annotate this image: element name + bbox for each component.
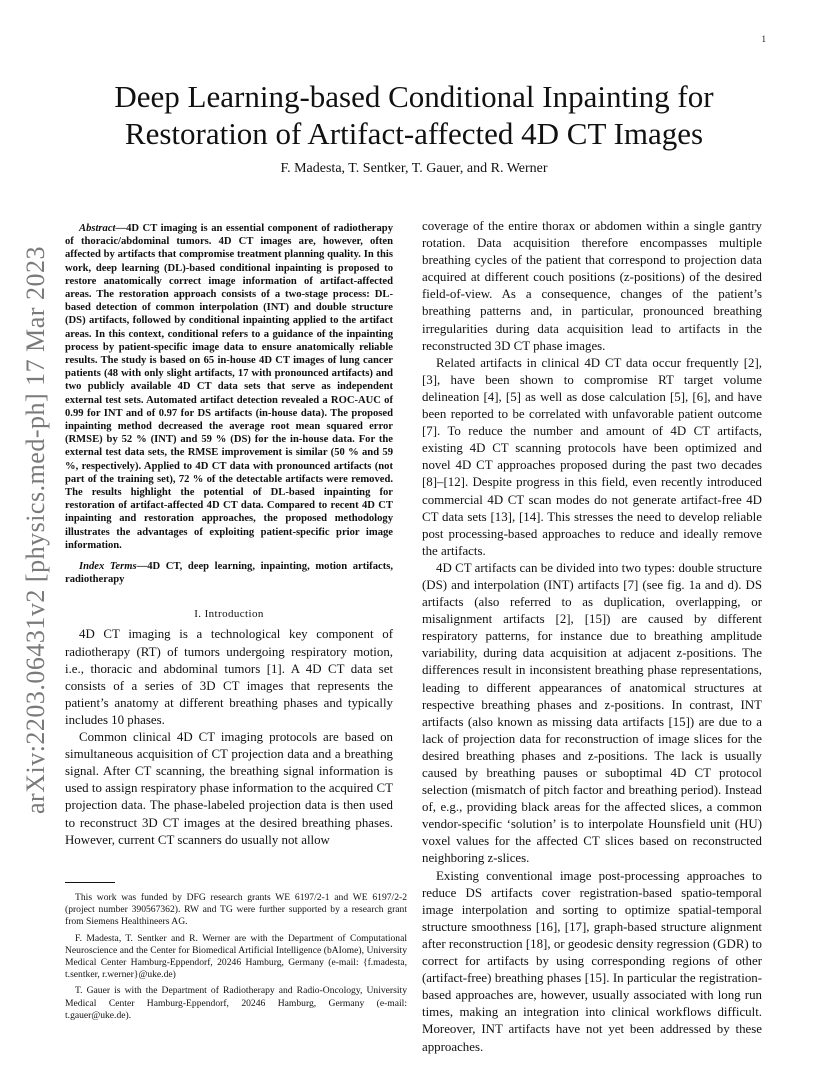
footnote-divider [65,882,115,883]
author-list: F. Madesta, T. Sentker, T. Gauer, and R. Werner [280,161,548,176]
arxiv-identifier-text: arXiv:2203.06431v2 [physics.med-ph] 17 Mar 2023 [21,246,50,814]
footnotes [65,892,407,1026]
paper-title: Deep Learning-based Conditional Inpainting for Restoration of Artifact-affected 4D CT Images [114,79,714,151]
body-paragraph: Existing conventional image post-processing approaches to reduce DS artifacts cover registration-based spatio-temporal image interpolation and sorting to optimize spatial-temporal structure smoothness [16], [17], graph-based structure alignment after reconstruction [18], or geodesic density regression (GDR) to correct for artifacts by using corresponding regions of other (artifact-free) breathing phases [15]. In particular the registration-based approaches are, however, usually associated with long run times, making an integration into clinical workflows difficult. Moreover, INT artifacts have not yet been addressed by these approaches. [422,868,762,1054]
footnote-affiliation: T. Gauer is with the Department of Radiotherapy and Radio-Oncology, University Medical Center Hamburg-Eppendorf, 20246 Hamburg, Germany (e-mail: t.gauer@uke.de). [65,985,407,1021]
index-terms-label: Index Terms [79,561,137,573]
abstract-label: Abstract [79,223,116,234]
abstract-text: —4D CT imaging is an essential component of radiotherapy of thoracic/abdominal tumors. 4D CT images are, however, often affected by artifacts that compromise treatment planning quality. In this work, deep learning (DL)-based conditional inpainting is proposed to restore anatomically correct image information of artifact-affected areas. The restoration approach consists of a two-stage process: DL-based detection of common interpolation (INT) and double structure (DS) artifacts, followed by conditional inpainting applied to the artifact areas. In this context, conditional refers to a guidance of the inpainting process by patient-specific image data to ensure anatomically reliable results. The study is based on 65 in-house 4D CT images of lung cancer patients (48 with only slight artifacts, 17 with pronounced artifacts) and two publicly available 4D CT data sets that serve as independent external test sets. Automated artifact detection revealed a ROC-AUC of 0.99 for INT and of 0.97 for DS artifacts (in-house data). The proposed inpainting method decreased the average root mean squared error (RMSE) by 52 % (INT) and 59 % (DS) for the in-house data. For the external test data sets, the RMSE improvement is similar (50 % and 59 %, respectively). Applied to 4D CT data with pronounced artifacts (not part of the training set), 72 % of the detectable artifacts were removed. The results highlight the potential of DL-based inpainting for restoration of artifact-affected 4D CT data. Compared to recent 4D CT inpainting and restoration approaches, the proposed methodology illustrates the advantages of exploiting patient-specific prior image information. [65,223,393,551]
index-terms [65,560,393,586]
footnote-funding: This work was funded by DFG research grants WE 6197/2-1 and WE 6197/2-2 (project number 390567362). RW and TG were further supported by a research grant from Siemens Healthineers AG. [65,892,407,928]
right-column [422,218,762,1056]
arxiv-identifier [6,240,66,820]
body-paragraph: 4D CT artifacts can be divided into two types: double structure (DS) and interpolation (INT) artifacts [7] (see fig. 1a and d). DS artifacts (also referred to as duplication, overlapping, or misalignment artifacts [2], [15]) are caused by different respiratory patterns, for instance due to breathing amplitude variability, during data acquisition at adjacent z-positions. The differences result in inconsistent breathing phase representations, leading to different appearances of anatomical structures at respective breathing phases and z-positions. In contrast, INT artifacts (also known as missing data artifacts [15]) are due to a lack of projection data for reconstruction of image slices for the desired breathing phases and z-positions. The lack is usually caused by breathing pauses or suboptimal 4D CT protocol selection (mismatch of pitch factor and breathing period). Instead of, e.g., providing black areas for the affected slices, a common vendor-specific ‘solution’ is to interpolate Hounsfield unit (HU) voxel values for the affected CT slices based on reconstructed neighboring z-slices. [422,560,762,866]
body-paragraph: coverage of the entire thorax or abdomen within a single gantry rotation. Data acquisition therefore encompasses multiple breathing cycles of the patient that correspond to projection data acquired at different couch positions (z-positions) of the desired field-of-view. As a consequence, changes of the patient’s breathing patterns and, in particular, pronounced breathing irregularities during data acquisition lead to artifacts in the reconstructed 3D CT phase images. [422,219,762,353]
index-terms-text: —4D CT, deep learning, inpainting, motion artifacts, radiotherapy [65,561,393,586]
body-paragraph: Related artifacts in clinical 4D CT data occur frequently [2], [3], have been shown to compromise RT target volume delineation [4], [5] as well as dose calculation [5], [6], and have been reported to be correlated with unfavorable patient outcome [7]. To reduce the number and amount of 4D CT artifacts, existing 4D CT scanning protocols have been optimized and novel 4D CT approaches proposed during the past two decades [8]–[12]. Despite progress in this field, even recently introduced commercial 4D CT scan modes do not generate artifact-free 4D CT data sets [13], [14]. This stresses the need to develop reliable post processing-based approaches to reduce and ideally remove the artifacts. [422,355,762,558]
left-column [65,222,393,849]
footnote-affiliation: F. Madesta, T. Sentker and R. Werner are with the Department of Computational Neuroscience and the Center for Biomedical Artificial Intelligence (bAIome), University Medical Center Hamburg-Eppendorf, 20246 Hamburg, Germany (e-mail: {f.madesta, t.sentker, r.werner}@uke.de) [65,932,407,981]
body-paragraph: Common clinical 4D CT imaging protocols are based on simultaneous acquisition of CT projection data and a breathing signal. After CT scanning, the breathing signal information is used to assign respiratory phase information to the acquired CT projection data. The phase-labeled projection data is then used to reconstruct 3D CT images at the desired breathing phases. However, current CT scanners do usually not allow [65,730,393,847]
section-heading-introduction: I. Introduction [194,608,264,621]
body-paragraph: 4D CT imaging is a technological key component of radiotherapy (RT) of tumors undergoing respiratory motion, i.e., thoracic and abdominal tumors [1]. A 4D CT data set consists of a series of 3D CT images that represents the patient’s anatomy at different breathing phases and typically includes 10 phases. [65,627,393,727]
abstract [65,222,393,552]
page-number: 1 [761,34,766,44]
